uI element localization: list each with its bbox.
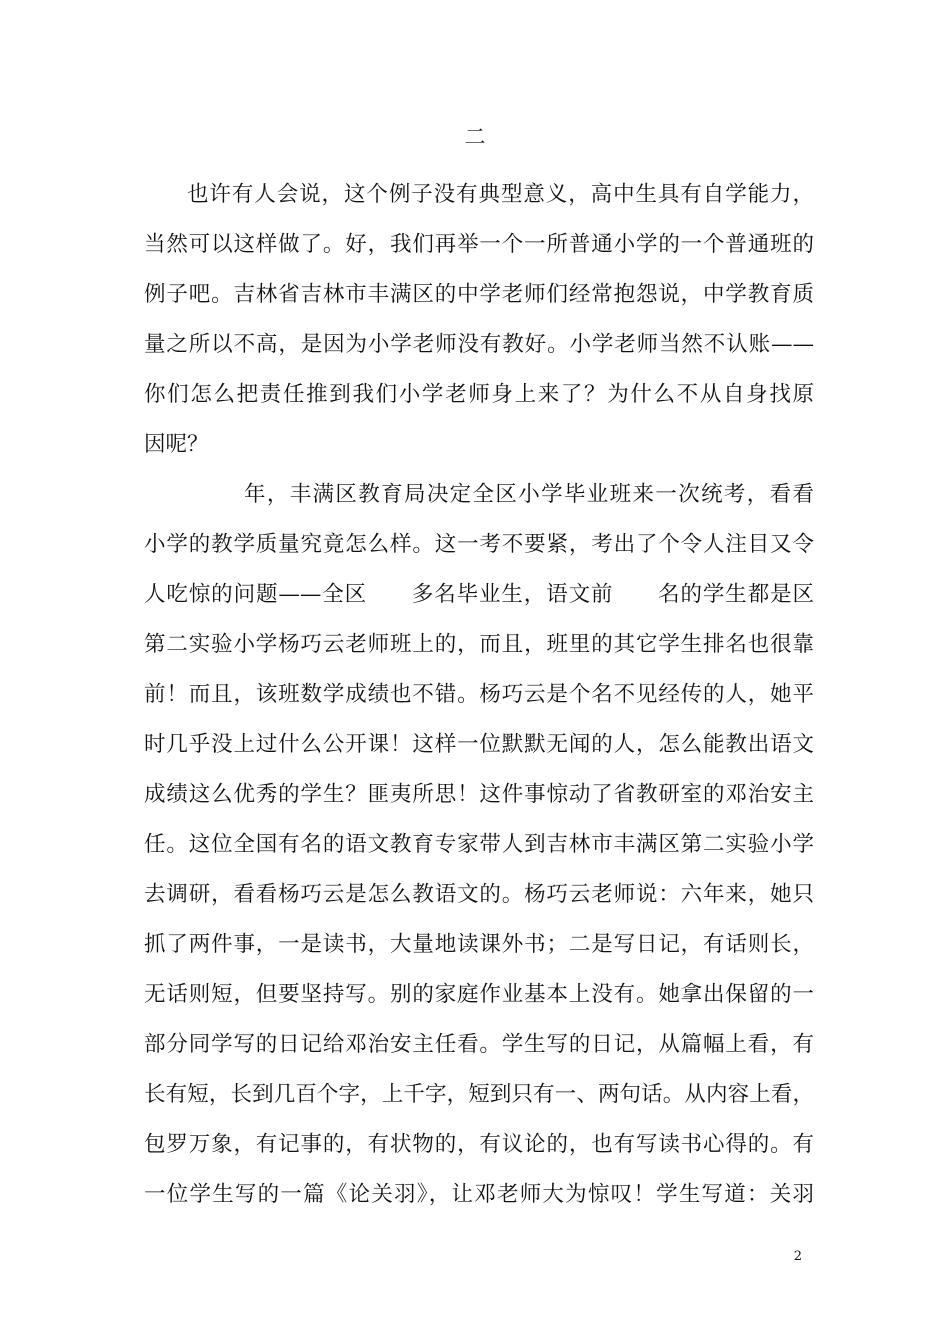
text-line-7: 年，丰满区教育局决定全区小学毕业班来一次统考，看看: [244, 482, 814, 507]
text-line-21: 一位学生写的一篇《论关羽》，让邓老师大为惊叹！学生写道：关羽: [144, 1182, 814, 1207]
text-line-20: 包罗万象，有记事的，有状物的，有议论的，也有写读书心得的。有: [144, 1132, 814, 1157]
text-line-3: 例子吧。吉林省吉林市丰满区的中学老师们经常抱怨说，中学教育质: [144, 282, 814, 307]
text-line-4: 量之所以不高，是因为小学老师没有教好。小学老师当然不认账——: [144, 332, 814, 357]
text-line-10: 第二实验小学杨巧云老师班上的，而且，班里的其它学生排名也很靠: [144, 632, 814, 657]
text-line-14: 任。这位全国有名的语文教育专家带人到吉林市丰满区第二实验小学: [144, 832, 814, 857]
text-line-11: 前！而且，该班数学成绩也不错。杨巧云是个名不见经传的人，她平: [144, 682, 814, 707]
text-line-18: 部分同学写的日记给邓治安主任看。学生写的日记，从篇幅上看，有: [144, 1032, 814, 1057]
page-number: 2: [793, 1249, 802, 1264]
text-line-15: 去调研，看看杨巧云是怎么教语文的。杨巧云老师说：六年来，她只: [144, 882, 814, 907]
text-line-5: 你们怎么把责任推到我们小学老师身上来了？为什么不从自身找原: [144, 382, 814, 407]
text-line-1: 也许有人会说，这个例子没有典型意义，高中生具有自学能力，: [187, 182, 814, 207]
text-line-17: 无话则短，但要坚持写。别的家庭作业基本上没有。她拿出保留的一: [144, 982, 814, 1007]
text-line-19: 长有短，长到几百个字，上千字，短到只有一、两句话。从内容上看，: [144, 1082, 814, 1107]
text-line-6: 因呢？: [144, 432, 209, 457]
text-line-16: 抓了两件事，一是读书，大量地读课外书；二是写日记，有话则长，: [144, 932, 814, 957]
text-line-12: 时几乎没上过什么公开课！这样一位默默无闻的人，怎么能教出语文: [144, 732, 814, 757]
text-line-13: 成绩这么优秀的学生？匪夷所思！这件事惊动了省教研室的邓治安主: [144, 782, 814, 807]
text-line-2: 当然可以这样做了。好，我们再举一个一所普通小学的一个普通班的: [144, 232, 814, 257]
section-heading: 二: [464, 125, 486, 149]
body-text: [144, 170, 814, 1220]
text-line-8: 小学的教学质量究竟怎么样。这一考不要紧，考出了个令人注目又令: [144, 532, 814, 557]
text-line-9: 人吃惊的问题——全区 多名毕业生，语文前 名的学生都是区: [144, 582, 814, 607]
